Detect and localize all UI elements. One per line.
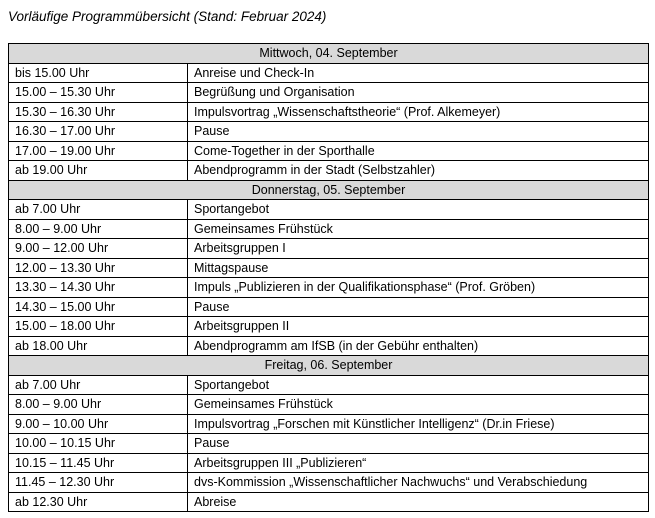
table-row	[9, 336, 649, 356]
table-row	[9, 453, 649, 473]
day-header: Donnerstag, 05. September	[9, 180, 649, 200]
time-cell: 15.30 – 16.30 Uhr	[9, 102, 188, 122]
event-cell: Arbeitsgruppen I	[188, 239, 649, 259]
event-cell: Gemeinsames Frühstück	[188, 395, 649, 415]
table-row	[9, 102, 649, 122]
time-cell: 10.15 – 11.45 Uhr	[9, 453, 188, 473]
day-header-row	[9, 180, 649, 200]
document-title: Vorläufige Programmübersicht (Stand: Februar 2024)	[8, 9, 327, 24]
day-header-row	[9, 356, 649, 376]
table-row	[9, 395, 649, 415]
time-cell: 8.00 – 9.00 Uhr	[9, 219, 188, 239]
table-row	[9, 317, 649, 337]
day-header-row	[9, 44, 649, 64]
event-cell: Gemeinsames Frühstück	[188, 219, 649, 239]
event-cell: Sportangebot	[188, 375, 649, 395]
table-row	[9, 297, 649, 317]
event-cell: Arbeitsgruppen II	[188, 317, 649, 337]
time-cell: ab 7.00 Uhr	[9, 200, 188, 220]
event-cell: Abreise	[188, 492, 649, 512]
time-cell: 11.45 – 12.30 Uhr	[9, 473, 188, 493]
time-cell: 9.00 – 12.00 Uhr	[9, 239, 188, 259]
time-cell: 16.30 – 17.00 Uhr	[9, 122, 188, 142]
table-row	[9, 258, 649, 278]
table-row	[9, 200, 649, 220]
time-cell: 15.00 – 15.30 Uhr	[9, 83, 188, 103]
time-cell: ab 18.00 Uhr	[9, 336, 188, 356]
day-header: Freitag, 06. September	[9, 356, 649, 376]
event-cell: Impulsvortrag „Wissenschaftstheorie“ (Prof. Alkemeyer)	[188, 102, 649, 122]
time-cell: ab 7.00 Uhr	[9, 375, 188, 395]
event-cell: Impuls „Publizieren in der Qualifikationsphase“ (Prof. Gröben)	[188, 278, 649, 298]
event-cell: Pause	[188, 297, 649, 317]
schedule-table	[8, 43, 649, 512]
time-cell: 12.00 – 13.30 Uhr	[9, 258, 188, 278]
event-cell: Mittagspause	[188, 258, 649, 278]
event-cell: Impulsvortrag „Forschen mit Künstlicher Intelligenz“ (Dr.in Friese)	[188, 414, 649, 434]
time-cell: 13.30 – 14.30 Uhr	[9, 278, 188, 298]
time-cell: bis 15.00 Uhr	[9, 63, 188, 83]
time-cell: 14.30 – 15.00 Uhr	[9, 297, 188, 317]
time-cell: 17.00 – 19.00 Uhr	[9, 141, 188, 161]
table-row	[9, 219, 649, 239]
table-row	[9, 473, 649, 493]
time-cell: 8.00 – 9.00 Uhr	[9, 395, 188, 415]
table-row	[9, 141, 649, 161]
table-row	[9, 83, 649, 103]
event-cell: Arbeitsgruppen III „Publizieren“	[188, 453, 649, 473]
time-cell: ab 19.00 Uhr	[9, 161, 188, 181]
event-cell: Sportangebot	[188, 200, 649, 220]
event-cell: Begrüßung und Organisation	[188, 83, 649, 103]
event-cell: dvs-Kommission „Wissenschaftlicher Nachwuchs“ und Verabschiedung	[188, 473, 649, 493]
table-row	[9, 414, 649, 434]
day-header: Mittwoch, 04. September	[9, 44, 649, 64]
table-row	[9, 434, 649, 454]
table-row	[9, 122, 649, 142]
table-row	[9, 492, 649, 512]
event-cell: Abendprogramm am IfSB (in der Gebühr enthalten)	[188, 336, 649, 356]
table-row	[9, 239, 649, 259]
table-row	[9, 375, 649, 395]
table-row	[9, 161, 649, 181]
event-cell: Abendprogramm in der Stadt (Selbstzahler)	[188, 161, 649, 181]
time-cell: 10.00 – 10.15 Uhr	[9, 434, 188, 454]
table-row	[9, 278, 649, 298]
event-cell: Pause	[188, 122, 649, 142]
time-cell: 9.00 – 10.00 Uhr	[9, 414, 188, 434]
event-cell: Pause	[188, 434, 649, 454]
event-cell: Come-Together in der Sporthalle	[188, 141, 649, 161]
table-row	[9, 63, 649, 83]
event-cell: Anreise und Check-In	[188, 63, 649, 83]
time-cell: ab 12.30 Uhr	[9, 492, 188, 512]
time-cell: 15.00 – 18.00 Uhr	[9, 317, 188, 337]
schedule-body	[9, 44, 649, 512]
